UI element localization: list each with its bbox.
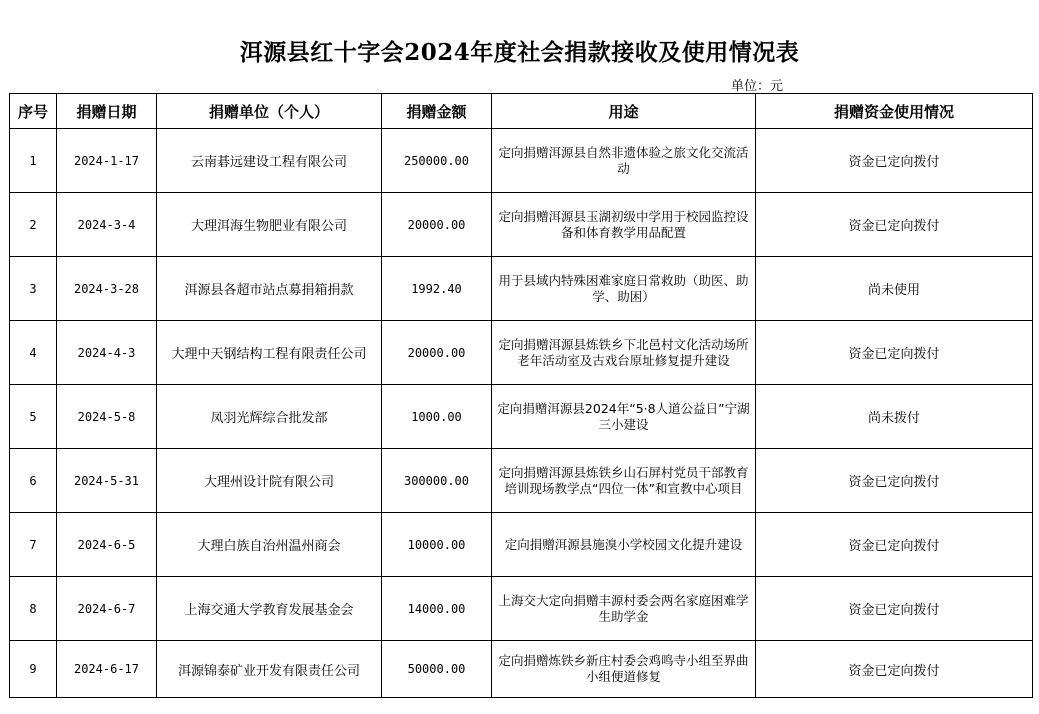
table-header-row [10, 94, 1033, 129]
cell-status: 资金已定向拨付 [756, 449, 1033, 513]
cell-donor: 大理白族自治州温州商会 [157, 513, 382, 577]
cell-index: 6 [10, 449, 57, 513]
cell-index: 5 [10, 385, 57, 449]
cell-status: 资金已定向拨付 [756, 321, 1033, 385]
cell-purpose: 上海交大定向捐赠丰源村委会两名家庭困难学生助学金 [492, 577, 756, 641]
cell-status: 资金已定向拨付 [756, 129, 1033, 193]
header-purpose: 用途 [492, 94, 756, 129]
cell-purpose: 定向捐赠洱源县2024年“5·8人道公益日”宁湖三小建设 [492, 385, 756, 449]
cell-date: 2024-5-31 [57, 449, 157, 513]
cell-date: 2024-3-4 [57, 193, 157, 257]
cell-donor: 洱源县各超市站点募捐箱捐款 [157, 257, 382, 321]
cell-donor: 大理州设计院有限公司 [157, 449, 382, 513]
cell-amount: 10000.00 [382, 513, 492, 577]
header-date: 捐赠日期 [57, 94, 157, 129]
donation-table [9, 93, 1033, 698]
table-row [10, 129, 1033, 193]
cell-purpose: 用于县域内特殊困难家庭日常救助（助医、助学、助困） [492, 257, 756, 321]
cell-index: 2 [10, 193, 57, 257]
cell-date: 2024-1-17 [57, 129, 157, 193]
cell-amount: 250000.00 [382, 129, 492, 193]
cell-purpose: 定向捐赠洱源县玉湖初级中学用于校园监控设备和体育教学用品配置 [492, 193, 756, 257]
table-row [10, 257, 1033, 321]
cell-amount: 20000.00 [382, 321, 492, 385]
table-row [10, 577, 1033, 641]
page-title: 洱源县红十字会2024年度社会捐款接收及使用情况表 [239, 39, 800, 66]
cell-status: 资金已定向拨付 [756, 641, 1033, 698]
cell-status: 资金已定向拨付 [756, 513, 1033, 577]
cell-purpose: 定向捐赠洱源县施溴小学校园文化提升建设 [492, 513, 756, 577]
cell-status: 尚未使用 [756, 257, 1033, 321]
unit-label: 单位：元 [731, 79, 784, 94]
cell-purpose: 定向捐赠洱源县炼铁乡下北邑村文化活动场所老年活动室及古戏台原址修复提升建设 [492, 321, 756, 385]
cell-date: 2024-6-7 [57, 577, 157, 641]
cell-index: 1 [10, 129, 57, 193]
cell-index: 8 [10, 577, 57, 641]
cell-status: 资金已定向拨付 [756, 577, 1033, 641]
cell-donor: 上海交通大学教育发展基金会 [157, 577, 382, 641]
cell-index: 4 [10, 321, 57, 385]
cell-purpose: 定向捐赠炼铁乡新庄村委会鸡鸣寺小组至界曲小组便道修复 [492, 641, 756, 698]
cell-donor: 云南碁远建设工程有限公司 [157, 129, 382, 193]
cell-status: 资金已定向拨付 [756, 193, 1033, 257]
header-amount: 捐赠金额 [382, 94, 492, 129]
cell-date: 2024-6-5 [57, 513, 157, 577]
table-row [10, 641, 1033, 698]
table-row [10, 193, 1033, 257]
table-row [10, 513, 1033, 577]
cell-amount: 50000.00 [382, 641, 492, 698]
cell-index: 3 [10, 257, 57, 321]
cell-date: 2024-4-3 [57, 321, 157, 385]
table-row [10, 449, 1033, 513]
table-row [10, 321, 1033, 385]
cell-amount: 300000.00 [382, 449, 492, 513]
cell-donor: 大理洱海生物肥业有限公司 [157, 193, 382, 257]
cell-donor: 凤羽光辉综合批发部 [157, 385, 382, 449]
cell-amount: 20000.00 [382, 193, 492, 257]
cell-donor: 洱源锦泰矿业开发有限责任公司 [157, 641, 382, 698]
cell-status: 尚未拨付 [756, 385, 1033, 449]
header-index: 序号 [10, 94, 57, 129]
header-status: 捐赠资金使用情况 [756, 94, 1033, 129]
cell-donor: 大理中天钢结构工程有限责任公司 [157, 321, 382, 385]
cell-index: 9 [10, 641, 57, 698]
cell-amount: 14000.00 [382, 577, 492, 641]
cell-date: 2024-3-28 [57, 257, 157, 321]
cell-date: 2024-5-8 [57, 385, 157, 449]
header-donor: 捐赠单位（个人） [157, 94, 382, 129]
cell-date: 2024-6-17 [57, 641, 157, 698]
table-row [10, 385, 1033, 449]
cell-purpose: 定向捐赠洱源县自然非遗体验之旅文化交流活动 [492, 129, 756, 193]
cell-purpose: 定向捐赠洱源县炼铁乡山石屏村党员干部教育培训现场教学点“四位一体”和宣教中心项目 [492, 449, 756, 513]
cell-amount: 1000.00 [382, 385, 492, 449]
cell-index: 7 [10, 513, 57, 577]
cell-amount: 1992.40 [382, 257, 492, 321]
